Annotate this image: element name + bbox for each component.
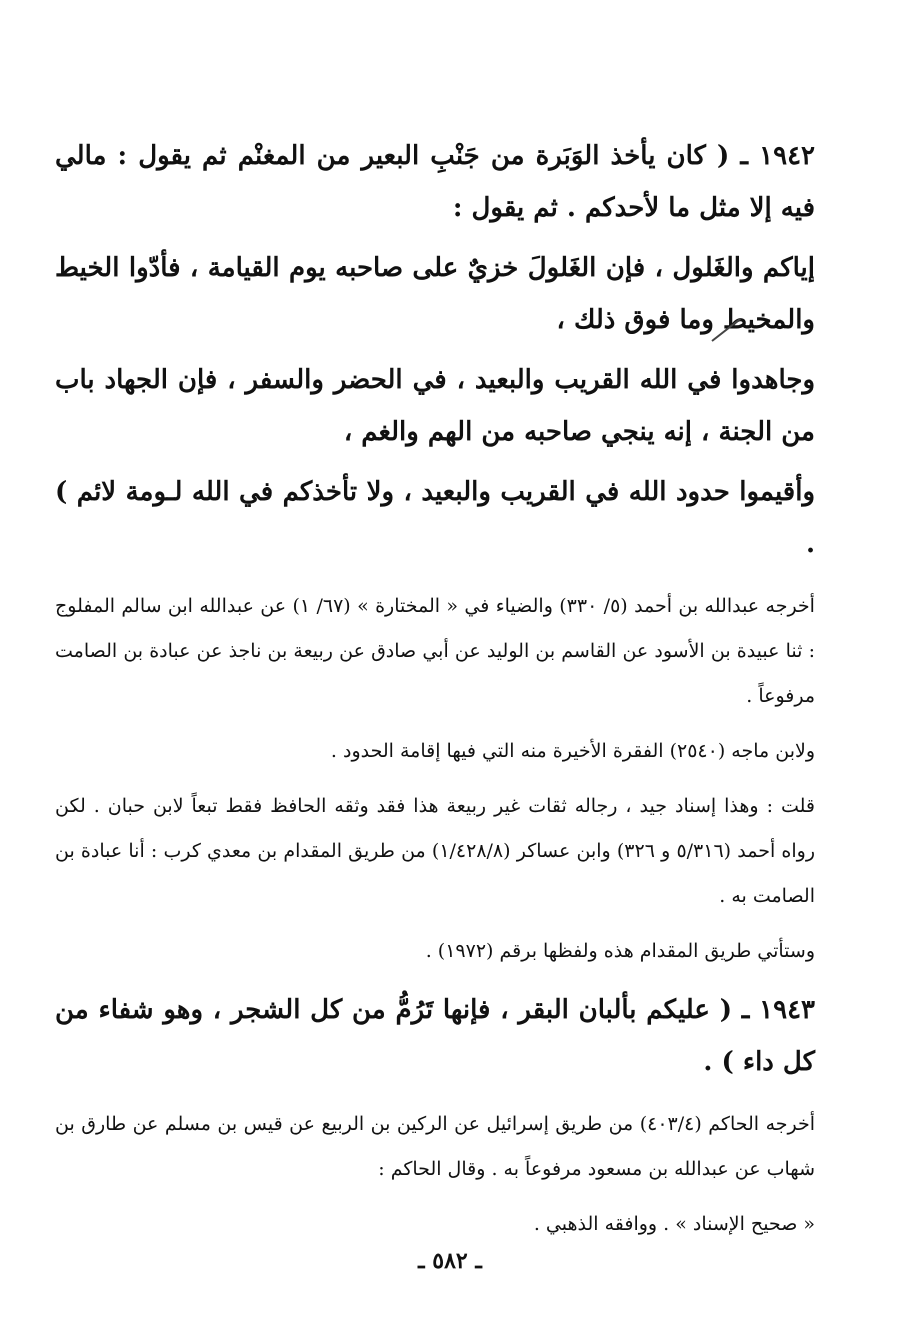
hadith-1943-text: ١٩٤٣ ـ ( عليكم بألبان البقر ، فإنها تَرُمُّ من كل الشجر ، وهو شفاء من كل داء ) . — [55, 995, 815, 1077]
takhrij-1942-cross-reference: وستأتي طريق المقدام هذه ولفظها برقم (١٩٧٢) . — [425, 940, 815, 962]
hadith-1942-paragraph-2: وجاهدوا في الله القريب والبعيد ، في الحضر والسفر ، فإن الجهاد باب من الجنة ، إنه ينجي صاحبه من الهم والغم ، — [55, 365, 815, 447]
takhrij-1942-grading: قلت : وهذا إسناد جيد ، رجاله ثقات غير ربيعة هذا فقد وثقه الحافظ فقط تبعاً لابن حبان . لكن رواه أحمد (٥/٣١٦ و ٣٢٦) وابن عساكر (١/٤٢٨/٨) من طريق المقدام بن معدي كرب : أنا عبادة بن الصامت به . — [55, 795, 815, 907]
hadith-1942-paragraph-1: إياكم والغَلول ، فإن الغَلولَ خزيٌ على صاحبه يوم القيامة ، فأدّوا الخيط والمخيط وما فوق ذلك ، — [55, 253, 815, 335]
page-body — [55, 130, 815, 1257]
takhrij-1943-source: أخرجه الحاكم (٤٠٣/٤) من طريق إسرائيل عن الركين بن الربيع عن قيس بن مسلم عن طارق بن شهاب عن عبدالله بن مسعود مرفوعاً به . وقال الحاكم : — [55, 1113, 816, 1180]
hadith-1942-paragraph-3: وأقيموا حدود الله في القريب والبعيد ، ولا تأخذكم في الله لـومة لائم ) . — [55, 477, 815, 559]
takhrij-1943-grading: « صحيح الإسناد » . ووافقه الذهبي . — [533, 1213, 815, 1235]
takhrij-1942-ibn-majah: ولابن ماجه (٢٥٤٠) الفقرة الأخيرة منه التي فيها إقامة الحدود . — [330, 740, 815, 762]
page-number: ـ ٥٨٢ ـ — [418, 1248, 482, 1274]
hadith-1942-opening: ١٩٤٢ ـ ( كان يأخذ الوَبَرة من جَنْبِ البعير من المغنْم ثم يقول : مالي فيه إلا مثل ما لأحدكم . ثم يقول : — [55, 141, 815, 223]
takhrij-1942-source: أخرجه عبدالله بن أحمد (٥/ ٣٣٠) والضياء في « المختارة » (٦٧/ ١) عن عبدالله ابن سالم المفلوج : ثنا عبيدة بن الأسود عن القاسم بن الوليد عن أبي صادق عن ربيعة بن ناجذ عن عبادة بن الصامت مرفوعاً . — [55, 595, 815, 707]
